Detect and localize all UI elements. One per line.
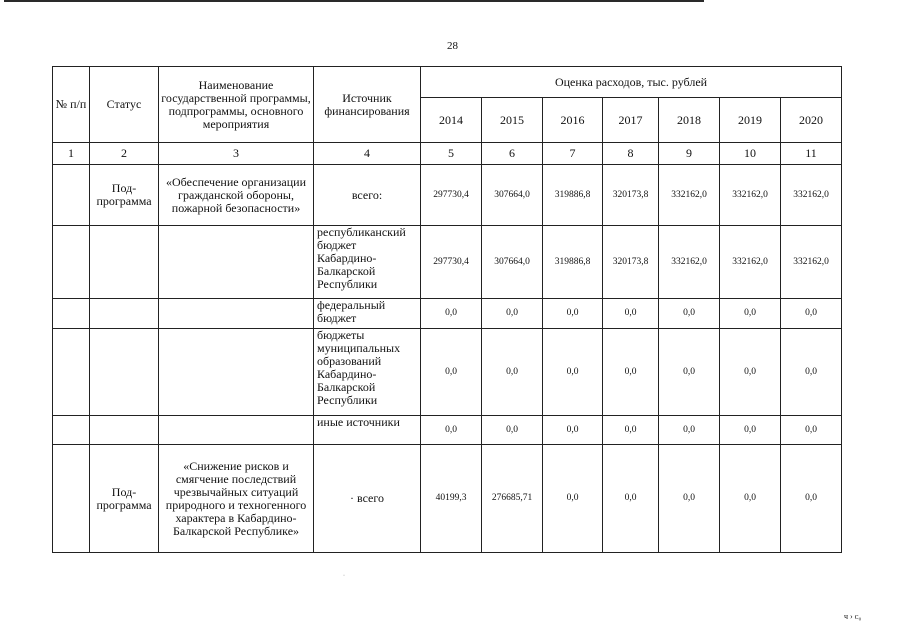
value-cell: 332162,0 [720, 165, 781, 226]
header-year: 2019 [720, 98, 781, 143]
value-cell: 0,0 [543, 445, 603, 553]
value-cell: 0,0 [659, 329, 720, 416]
program-name-cell: «Обеспечение организации гражданской обороны, пожарной безопасности» [159, 165, 314, 226]
table-row [53, 299, 842, 329]
value-cell: 0,0 [482, 329, 543, 416]
value-cell: 0,0 [603, 445, 659, 553]
table-row [53, 445, 842, 553]
column-numbers-row [53, 143, 842, 165]
status-cell: Под-программа [90, 165, 159, 226]
value-cell: 0,0 [659, 445, 720, 553]
value-cell: 0,0 [421, 416, 482, 445]
column-number: 1 [53, 143, 90, 165]
table-row [53, 416, 842, 445]
header-col-status: Статус [90, 67, 159, 143]
value-cell: 319886,8 [543, 226, 603, 299]
row-number-cell [53, 299, 90, 329]
program-name-cell [159, 416, 314, 445]
status-cell [90, 416, 159, 445]
value-cell: 297730,4 [421, 165, 482, 226]
program-name-cell [159, 226, 314, 299]
value-cell: 332162,0 [659, 165, 720, 226]
value-cell: 332162,0 [781, 165, 842, 226]
value-cell: 0,0 [421, 299, 482, 329]
scan-edge-line [4, 0, 704, 2]
table-row [53, 329, 842, 416]
header-row-1 [53, 67, 842, 98]
value-cell: 0,0 [659, 299, 720, 329]
header-year: 2014 [421, 98, 482, 143]
value-cell: 0,0 [781, 329, 842, 416]
column-number: 3 [159, 143, 314, 165]
page-number: 28 [447, 40, 458, 52]
budget-table [52, 66, 842, 553]
header-col-name: Наименование государственной программы, подпрограммы, основного мероприятия [159, 67, 314, 143]
value-cell: 0,0 [720, 416, 781, 445]
status-cell [90, 299, 159, 329]
value-cell: 332162,0 [781, 226, 842, 299]
funding-source-cell: бюджеты муниципальных образований Кабардино-Балкарской Республики [314, 329, 421, 416]
table-row [53, 226, 842, 299]
value-cell: 0,0 [543, 299, 603, 329]
status-cell [90, 329, 159, 416]
header-year: 2015 [482, 98, 543, 143]
column-number: 2 [90, 143, 159, 165]
value-cell: 0,0 [720, 329, 781, 416]
funding-source-cell: · всего [314, 445, 421, 553]
column-number: 4 [314, 143, 421, 165]
program-name-cell [159, 299, 314, 329]
value-cell: 0,0 [543, 329, 603, 416]
value-cell: 320173,8 [603, 165, 659, 226]
value-cell: 332162,0 [659, 226, 720, 299]
funding-source-cell: федеральный бюджет [314, 299, 421, 329]
header-year: 2018 [659, 98, 720, 143]
value-cell: 297730,4 [421, 226, 482, 299]
value-cell: 40199,3 [421, 445, 482, 553]
column-number: 10 [720, 143, 781, 165]
value-cell: 307664,0 [482, 165, 543, 226]
header-year: 2020 [781, 98, 842, 143]
row-number-cell [53, 165, 90, 226]
value-cell: 307664,0 [482, 226, 543, 299]
column-number: 6 [482, 143, 543, 165]
column-number: 7 [543, 143, 603, 165]
column-number: 8 [603, 143, 659, 165]
value-cell: 0,0 [781, 445, 842, 553]
value-cell: 0,0 [482, 416, 543, 445]
value-cell: 0,0 [543, 416, 603, 445]
footer-marks: ч › ᴄ₀ [844, 612, 862, 621]
scan-dot: · [343, 573, 345, 579]
program-name-cell [159, 329, 314, 416]
status-cell [90, 226, 159, 299]
header-col-no: № п/п [53, 67, 90, 143]
column-number: 11 [781, 143, 842, 165]
value-cell: 276685,71 [482, 445, 543, 553]
table-row [53, 165, 842, 226]
funding-source-cell: всего: [314, 165, 421, 226]
value-cell: 0,0 [781, 299, 842, 329]
status-cell: Под-программа [90, 445, 159, 553]
funding-source-cell: республиканский бюджет Кабардино-Балкарской Республики [314, 226, 421, 299]
value-cell: 0,0 [603, 416, 659, 445]
column-number: 5 [421, 143, 482, 165]
value-cell: 0,0 [603, 299, 659, 329]
value-cell: 0,0 [482, 299, 543, 329]
value-cell: 0,0 [659, 416, 720, 445]
row-number-cell [53, 329, 90, 416]
value-cell: 319886,8 [543, 165, 603, 226]
value-cell: 0,0 [421, 329, 482, 416]
column-number: 9 [659, 143, 720, 165]
header-col-source: Источник финансирования [314, 67, 421, 143]
value-cell: 0,0 [603, 329, 659, 416]
row-number-cell [53, 416, 90, 445]
row-number-cell [53, 445, 90, 553]
value-cell: 0,0 [720, 445, 781, 553]
header-year: 2017 [603, 98, 659, 143]
program-name-cell: «Снижение рисков и смягчение последствий чрезвычайных ситуаций природного и техногенного характера в Кабардино-Балкарской Республике» [159, 445, 314, 553]
value-cell: 0,0 [781, 416, 842, 445]
header-col-costs: Оценка расходов, тыс. рублей [421, 67, 842, 98]
value-cell: 332162,0 [720, 226, 781, 299]
value-cell: 0,0 [720, 299, 781, 329]
funding-source-cell: иные источники [314, 416, 421, 445]
header-year: 2016 [543, 98, 603, 143]
row-number-cell [53, 226, 90, 299]
value-cell: 320173,8 [603, 226, 659, 299]
